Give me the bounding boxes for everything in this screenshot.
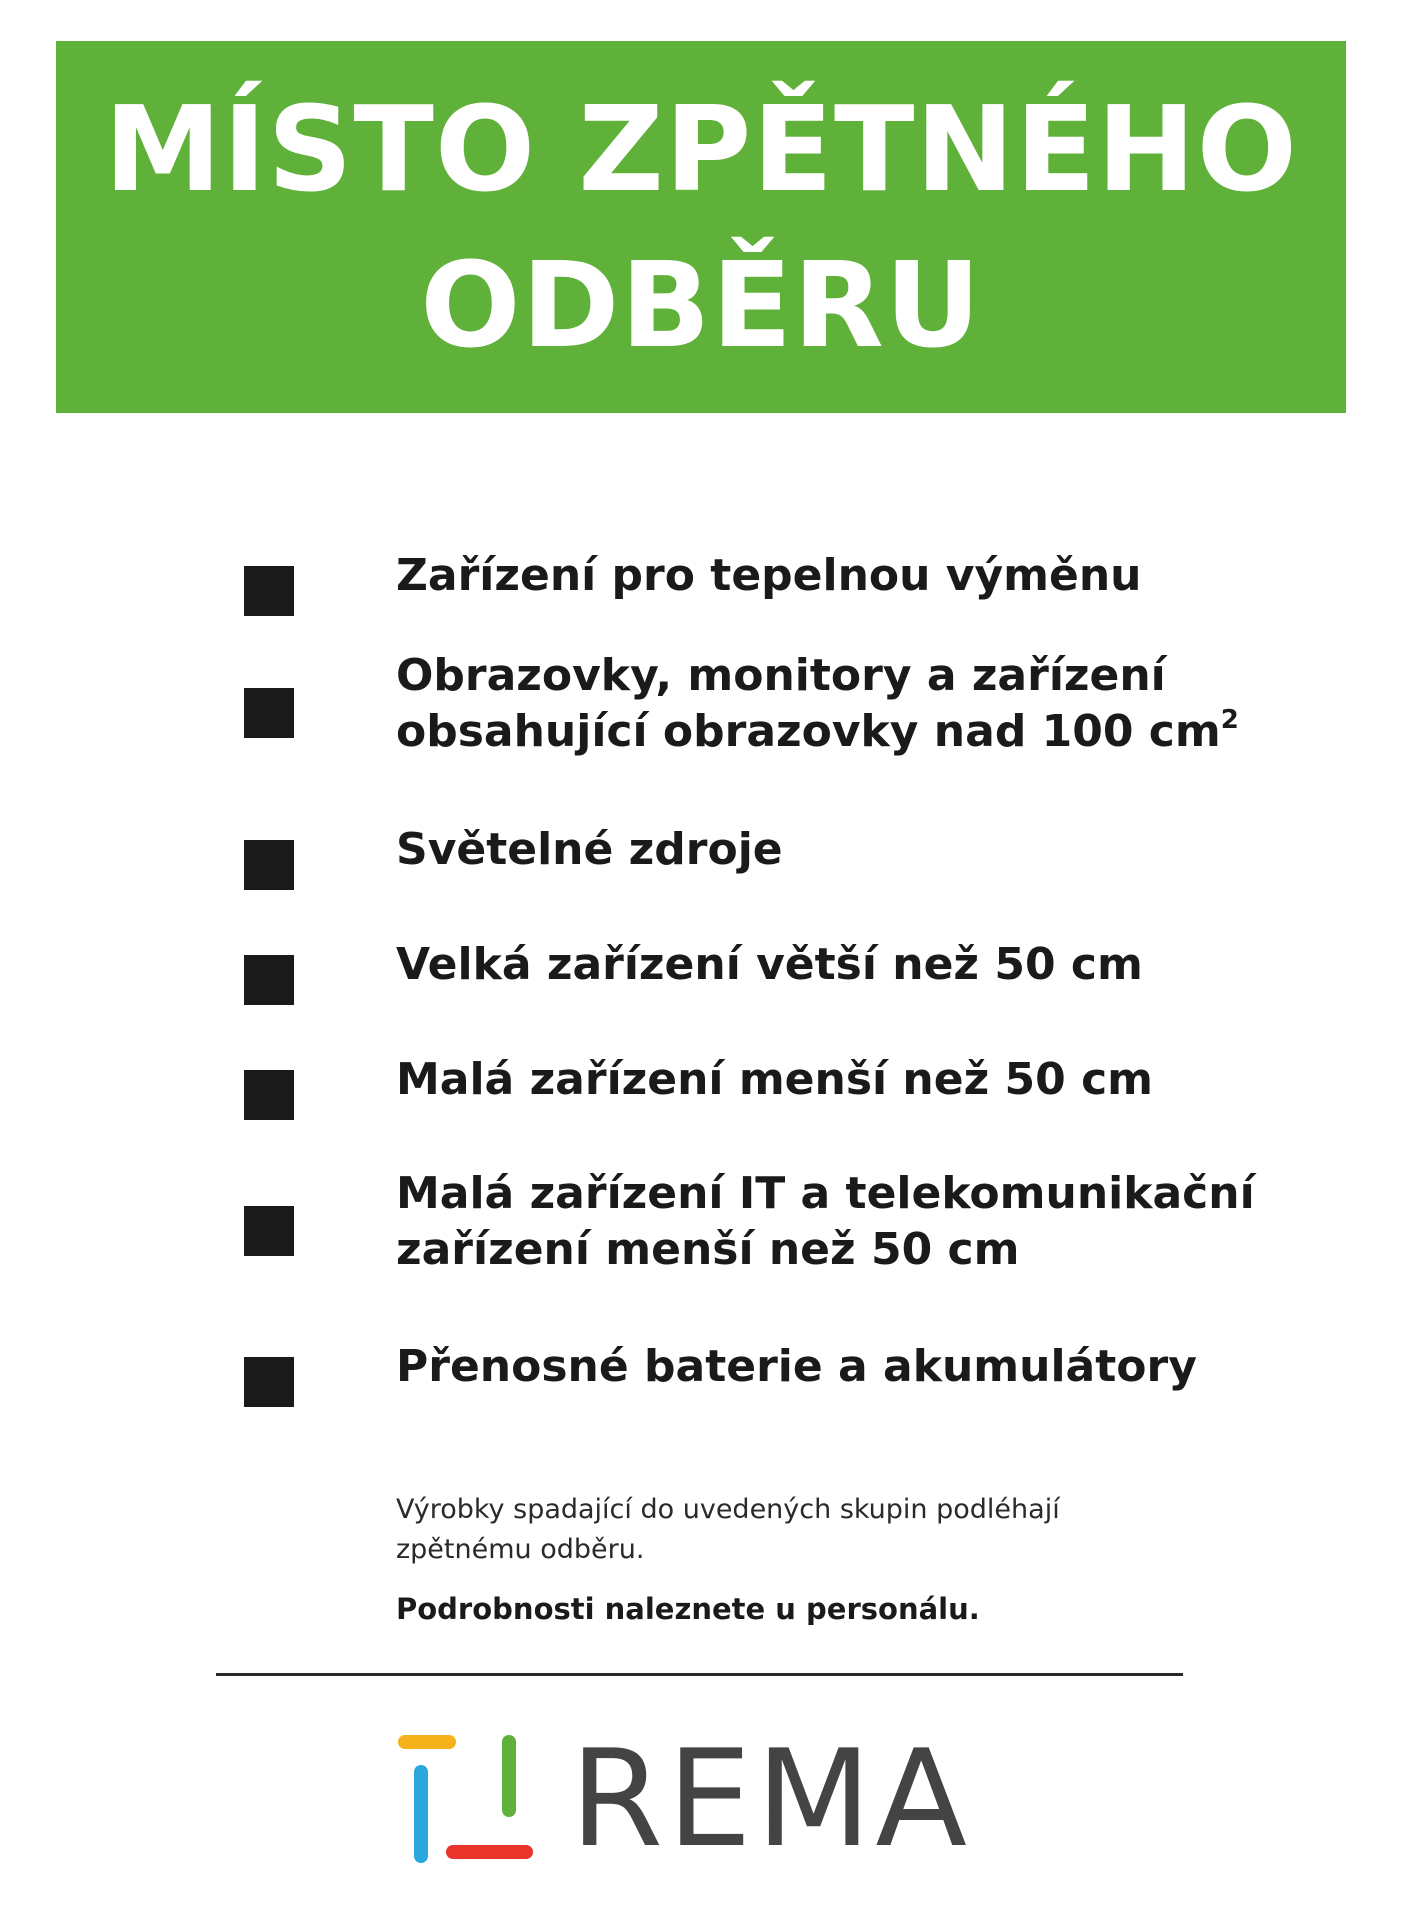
list-item-text: Malá zařízení menší než 50 cm <box>396 1054 1154 1105</box>
rema-logo <box>398 1721 998 1877</box>
square-bullet-icon <box>244 1070 294 1120</box>
info-note: Výrobky spadající do uvedených skupin podléhají zpětnému odběru. <box>396 1494 1060 1565</box>
title-line-2: ODBĚRU <box>420 236 982 374</box>
divider <box>216 1673 1183 1676</box>
square-bullet-icon <box>244 688 294 738</box>
rema-logo-mark-icon <box>398 1735 533 1865</box>
list-item-text: Malá zařízení IT a telekomunikační zařízení menší než 50 cm <box>396 1168 1255 1275</box>
list-item-text: Světelné zdroje <box>396 824 783 875</box>
title-banner <box>56 41 1346 413</box>
square-bullet-icon <box>244 1357 294 1407</box>
square-bullet-icon <box>244 1206 294 1256</box>
square-bullet-icon <box>244 955 294 1005</box>
square-bullet-icon <box>244 566 294 616</box>
square-bullet-icon <box>244 840 294 890</box>
rema-wordmark: REMA <box>570 1721 972 1877</box>
list-item-text: Obrazovky, monitory a zařízení obsahující obrazovky nad 100 $cm^2$ <box>396 650 1239 757</box>
title-line-1: MÍSTO ZPĚTNÉHO <box>104 80 1298 218</box>
staff-info-note: Podrobnosti naleznete u personálu. <box>396 1592 980 1626</box>
list-item-text: Velká zařízení větší než 50 cm <box>396 939 1143 990</box>
superscript-2: 2 <box>1220 705 1239 735</box>
list-item-text: Zařízení pro tepelnou výměnu <box>396 550 1142 601</box>
list-item-text: Přenosné baterie a akumulátory <box>396 1341 1197 1392</box>
